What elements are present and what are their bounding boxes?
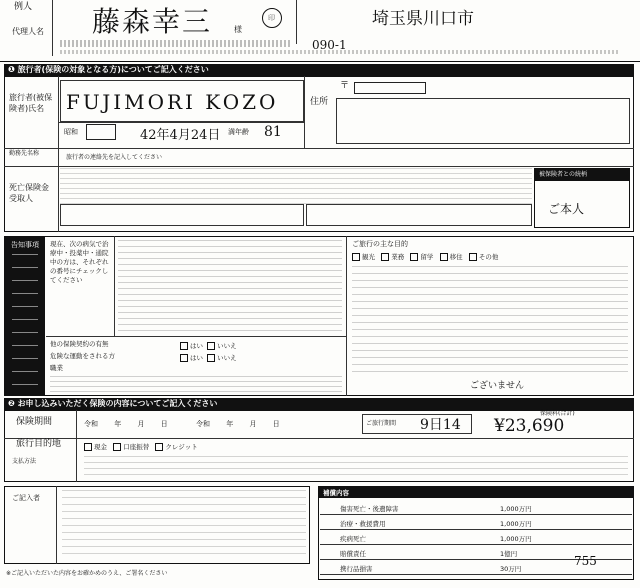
handwritten-name: 藤森幸三 bbox=[92, 5, 213, 38]
coverage-amount: 30万円 bbox=[500, 565, 522, 573]
section1-header bbox=[4, 64, 634, 76]
handwritten-relation: ご本人 bbox=[548, 202, 585, 216]
yes-option-1[interactable]: はい bbox=[180, 342, 203, 350]
purpose-option-2[interactable]: 業務 bbox=[381, 253, 404, 261]
birth-era: 昭和 bbox=[64, 128, 78, 136]
coverage-amount: 1億円 bbox=[500, 550, 518, 558]
section3-number-icon: ❷ bbox=[8, 399, 18, 408]
relation-header: 被保険者との続柄 bbox=[535, 169, 629, 181]
coverage-amount: 1,000万円 bbox=[500, 535, 532, 543]
stamp-mark: 印 bbox=[268, 14, 275, 22]
purpose-option-5[interactable]: その他 bbox=[469, 253, 499, 261]
premium-label: 保険料(合計) bbox=[540, 410, 575, 417]
question-left: 現在、次の病気で治療中・投薬中・通院中の方は、それぞれの番号にチェックしてください bbox=[50, 240, 109, 284]
handwritten-premium: ¥23,690 bbox=[494, 416, 565, 436]
coverage-item: 賠償責任 bbox=[340, 550, 366, 558]
coverage-amount: 1,000万円 bbox=[500, 505, 532, 513]
honorific: 様 bbox=[234, 25, 242, 34]
section2-side-label: 告知事項 bbox=[5, 237, 45, 395]
postal-mark: 〒 bbox=[340, 81, 350, 91]
section3-title: お申し込みいただく保険の内容についてご記入ください bbox=[17, 399, 218, 408]
days-label: ご旅行期間 bbox=[366, 420, 397, 427]
section3-header bbox=[4, 398, 634, 410]
section1-number-icon: ❶ bbox=[8, 65, 18, 74]
period-to: 令和 年 月 日 bbox=[196, 420, 280, 428]
postal-code-field[interactable] bbox=[354, 82, 426, 94]
dangerous-q: 危険な運動をされる方 bbox=[50, 352, 115, 360]
handwritten-days: 9日14 bbox=[420, 417, 461, 433]
period-label: 保険期間 bbox=[16, 417, 53, 427]
traveler-label: 旅行者(被保険者)氏名 bbox=[9, 93, 53, 113]
purpose-option-3[interactable]: 留学 bbox=[410, 253, 433, 261]
footer-note: ※ご記入いただいた内容をお確かめのうえ、ご署名ください bbox=[6, 570, 168, 577]
address-label: 住所 bbox=[310, 97, 329, 107]
purpose-options bbox=[352, 252, 628, 261]
coverage-item: 傷害死亡・後遺障害 bbox=[340, 505, 399, 513]
coverage-header: 補償内容 bbox=[319, 487, 633, 498]
coverage-item: 治療・救援費用 bbox=[340, 520, 386, 528]
handwritten-romaji: FUJIMORI KOZO bbox=[66, 90, 279, 114]
payment-label: 支払方法 bbox=[12, 458, 37, 465]
beneficiary-label: 死亡保険金受取人 bbox=[9, 183, 49, 203]
other-insurance-q: 他の保険契約の有無 bbox=[50, 340, 109, 348]
check-credit[interactable]: クレジット bbox=[155, 443, 197, 451]
yes-option-2[interactable]: はい bbox=[180, 354, 203, 362]
section1-title: 旅行者(保険の対象となる方)についてご記入ください bbox=[17, 65, 209, 74]
job-q: 職業 bbox=[50, 364, 63, 372]
handwritten-age: 81 bbox=[264, 124, 282, 140]
no-option-2[interactable]: いいえ bbox=[207, 354, 237, 362]
handwritten-amount: 755 bbox=[574, 554, 597, 568]
address-field[interactable] bbox=[336, 98, 630, 144]
period-from: 令和 年 月 日 bbox=[84, 420, 168, 428]
purpose-header: ご旅行の主な目的 bbox=[352, 240, 408, 248]
purpose-option-1[interactable]: 観光 bbox=[352, 253, 375, 261]
check-transfer[interactable]: 口座振替 bbox=[113, 443, 149, 451]
purpose-option-4[interactable]: 移住 bbox=[440, 253, 463, 261]
bottom-label: ご記入者 bbox=[12, 494, 40, 502]
agent-label: 代理人名 bbox=[12, 27, 44, 36]
coverage-item: 疾病死亡 bbox=[340, 535, 366, 543]
handwritten-address: 埼玉県川口市 bbox=[372, 9, 474, 29]
coverage-amount: 1,000万円 bbox=[500, 520, 532, 528]
coverage-row bbox=[320, 530, 632, 545]
coverage-item: 携行品損害 bbox=[340, 565, 373, 573]
beneficiary-field[interactable] bbox=[60, 204, 304, 226]
coverage-row bbox=[320, 515, 632, 530]
workplace-label: 勤務先名称 bbox=[9, 150, 40, 157]
coverage-row bbox=[320, 500, 632, 515]
top-label: 例人 bbox=[14, 2, 33, 12]
check-cash[interactable]: 現金 bbox=[84, 443, 107, 451]
age-label: 満年齢 bbox=[228, 128, 249, 136]
handwritten-code: 090-1 bbox=[312, 38, 347, 52]
handwritten-answer: ございません bbox=[470, 381, 525, 391]
contact-note: 旅行者の連絡先を記入してください bbox=[66, 154, 163, 161]
destination-label: 旅行目的地 bbox=[16, 439, 62, 449]
no-option-1[interactable]: いいえ bbox=[207, 342, 237, 350]
handwritten-birthdate: 42年4月24日 bbox=[140, 128, 221, 143]
